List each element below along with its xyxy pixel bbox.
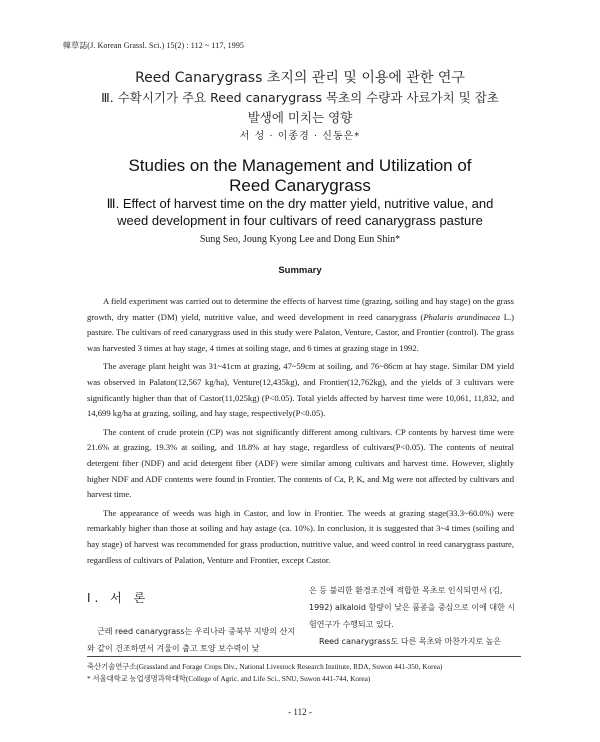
english-subtitle-line2: weed development in four cultivars of reed canarygrass pasture bbox=[117, 213, 483, 228]
summary-heading: Summary bbox=[278, 265, 322, 276]
english-title-line2: Reed Canarygrass bbox=[229, 176, 371, 195]
footnote-divider bbox=[87, 656, 521, 657]
korean-title-line2: Ⅲ. 수확시기가 주요 Reed canarygrass 목초의 수량과 사료가치 및 잡초 bbox=[101, 90, 499, 105]
korean-title-line1: Reed Canarygrass 초지의 관리 및 이용에 관한 연구 bbox=[135, 70, 465, 86]
summary-paragraph: The average plant height was 31~41cm at grazing, 47~59cm at soiling, and 76~86cm at hay stage. Similar DM yield was observed in Palaton(12,567 kg/ha), Venture(12,435kg), and Frontier(12,762kg), and the yields of 3 cultivars were significantly higher than that of Castor(11,025kg) (P<0.05). Total yields affected by harvest time were 10,061, 11,832, and 14,699 kg/ha at grazing, soiling, and hay stage, respectively(P<0.05). bbox=[87, 361, 514, 419]
summary-text: A field experiment was carried out to determine the effects of harvest time (grazing, soiling and hay stage) on the grass growth, dry matter (DM) yield, nutritive value, and weed development in reed canarygrass ( bbox=[87, 296, 514, 322]
intro-right-text-2: Reed canarygrass도 다른 목초와 마찬가지로 높은 bbox=[319, 637, 502, 646]
korean-authors: 서 성 · 이종경 · 신동은* bbox=[239, 131, 361, 142]
species-name: Phalaris arundinacea bbox=[423, 311, 501, 322]
intro-heading: Ⅰ. 서 론 bbox=[87, 591, 150, 605]
intro-left-text: 근래 reed canarygrass는 우리나라 중북부 지방의 산지와 같이 건조하면서 겨울이 춥고 토양 보수력이 낮 bbox=[87, 627, 296, 653]
footnote-affiliation-1: 축산기술연구소(Grassland and Forage Crops Div., National Livestock Research Institute, RDA, Suwon 441-350, Korea) bbox=[87, 662, 443, 671]
english-subtitle-line1: Ⅲ. Effect of harvest time on the dry matter yield, nutritive value, and bbox=[106, 196, 494, 211]
summary-body bbox=[87, 294, 514, 571]
intro-right-column bbox=[309, 582, 521, 650]
page-number: - 112 - bbox=[288, 707, 312, 717]
summary-text: L.) pasture. The cultivars of reed canarygrass used in this study were Palaton, Venture, Castor, and Frontier (control). The grass was harvested 3 times at hay stage, 4 times at soiling stage, and 6 times at grazing stage in 1992. bbox=[87, 311, 514, 353]
english-title-line1: Studies on the Management and Utilization of bbox=[128, 156, 472, 175]
summary-paragraph: The content of crude protein (CP) was not significantly different among cultivars. CP contents by harvest time were 21.6% at grazing, 19.3% at soiling, and 18.8% at hay stage, regardless of cultivars(P<0.05). The contents of neutral detergent fiber (NDF) and acid detergent fiber (ADF) were similar among cultivars and harvest time. However, slightly higher NDF and ADF contents were found in Frontier. The contents of Ca, P, K, and Mg were not affected by cultivars and harvest time. bbox=[87, 426, 514, 500]
english-authors: Sung Seo, Joung Kyong Lee and Dong Eun Shin* bbox=[199, 234, 401, 245]
journal-header: 韓草誌(J. Korean Grassl. Sci.) 15(2) : 112 ~ 117, 1995 bbox=[63, 41, 245, 50]
summary-paragraph: The appearance of weeds was high in Castor, and low in Frontier. The weeds at grazing stage(33.3~60.0%) were remarkably higher than those at soiling and hay astage (ca. 10%). In conclusion, it is suggested that 3~4 times (soiling and hay stage) of harvest was recommended for grass production, nutritive value, and weed control in reed canarygrass pasture, regardless of cultivars of Palation, Venture and Frontier, except Castor. bbox=[87, 507, 514, 565]
intro-left-column bbox=[87, 590, 299, 657]
korean-title-line3: 발생에 미치는 영향 bbox=[247, 110, 353, 125]
footnote-affiliation-2: * 서울대학교 농업생명과학대학(College of Agric. and Life Sci., SNU, Suwon 441-744, Korea) bbox=[87, 674, 371, 683]
summary-paragraph bbox=[87, 294, 514, 356]
intro-right-text: 은 등 불리한 환경조건에 적합한 목초로 인식되면서 (김, 1992) alkaloid 함량이 낮은 품종을 중심으로 이에 대한 시험연구가 수행되고 있다. bbox=[309, 586, 516, 629]
